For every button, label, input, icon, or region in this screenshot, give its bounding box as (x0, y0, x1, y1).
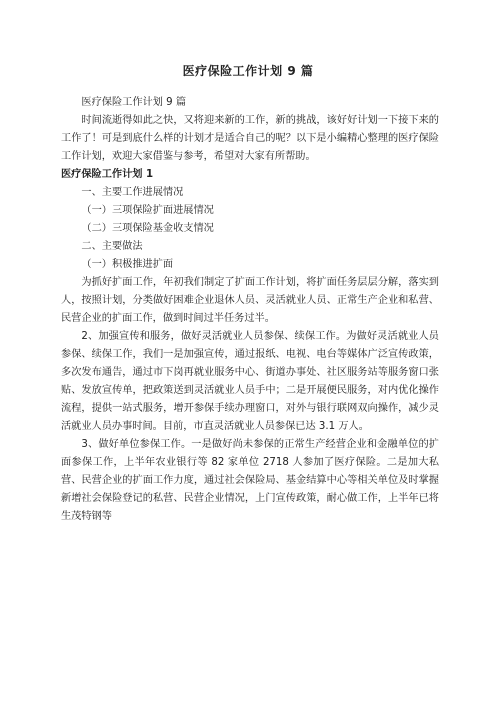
subheading-expansion: （一）三项保险扩面进展情况 (81, 205, 214, 216)
subheading-fund: （二）三项保险基金收支情况 (81, 223, 214, 234)
intro-paragraph: 时间流逝得如此之快，又将迎来新的工作，新的挑战，该好好计划一下接下来的工作了！可是到底什么样的计划才是适合自己的呢？以下是小编精心整理的医疗保险工作计划，欢迎大家借鉴与参考，希望对大家有所帮助。 (61, 115, 439, 162)
document-body (61, 94, 439, 526)
body-paragraph-plan: 为抓好扩面工作，年初我们制定了扩面工作计划，将扩面任务层层分解，落实到人，按照计划，分类做好困难企业退休人员、灵活就业人员、正常生产企业和私营、民营企业的扩面工作，做到时间过半任务过半。 (61, 277, 439, 324)
body-paragraph-units: 3、做好单位参保工作。一是做好尚未参保的正常生产经营企业和金融单位的扩面参保工作，上半年农业银行等 82 家单位 2718 人参加了医疗保险。二是加大私营、民营企业的扩面工作力度，通过社会保险局、基金结算中心等相关单位及时掌握新增社会保险登记的私营、民营企业情况，上门宣传政策，耐心做工作，上半年已将生茂特钢等 (61, 439, 439, 522)
document-title: 医疗保险工作计划 9 篇 (182, 64, 314, 78)
heading-methods: 二、主要做法 (81, 241, 143, 252)
section-heading: 医疗保险工作计划 1 (61, 169, 154, 180)
subheading-promote: （一）积极推进扩面 (81, 259, 174, 270)
heading-progress: 一、主要工作进展情况 (81, 187, 184, 198)
subtitle-paragraph: 医疗保险工作计划 9 篇 (81, 97, 187, 108)
body-paragraph-publicity: 2、加强宣传和服务，做好灵活就业人员参保、续保工作。为做好灵活就业人员参保、续保工作，我们一是加强宣传，通过报纸、电视、电台等媒体广泛宣传政策，多次发布通告，通过市下岗再就业服务中心、街道办事处、社区服务站等服务窗口张贴、发放宣传单，把政策送到灵活就业人员手中；二是开展便民服务，对内优化操作流程，提供一站式服务，增开参保手续办理窗口，对外与银行联网双向操作，减少灵活就业人员办事时间。目前，市直灵活就业人员参保已达 3.1 万人。 (61, 331, 439, 432)
